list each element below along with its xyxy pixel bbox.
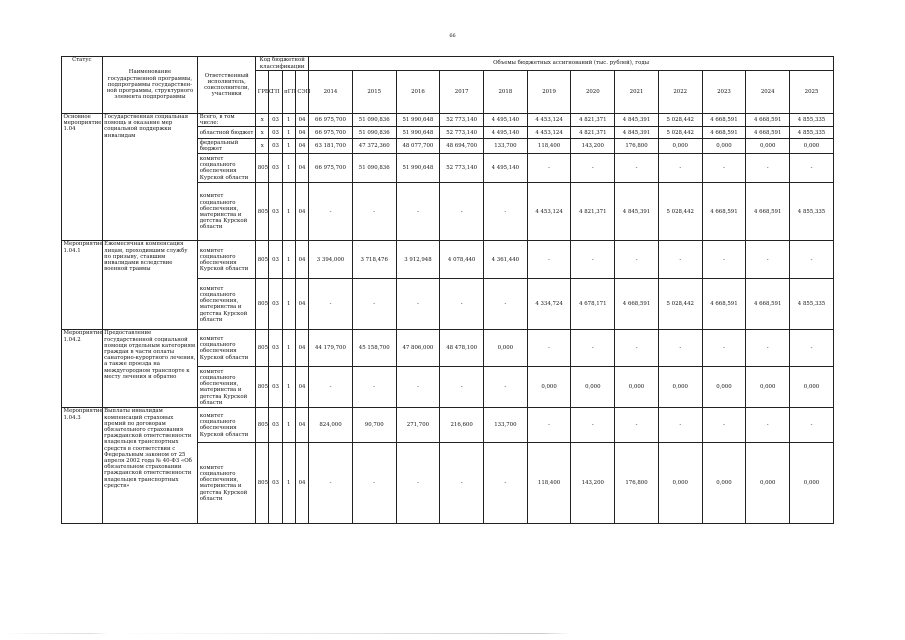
row-value: 143,200 (571, 443, 615, 524)
row-executor: комитет социального обеспечения, материнства и детства Курской области (198, 443, 256, 524)
row-value: - (527, 330, 571, 367)
header-budget-code: Код бюджетной классификации (256, 57, 309, 71)
header-year: 2017 (440, 71, 484, 114)
row-value: - (790, 154, 834, 183)
row-executor: областной бюджет (198, 127, 256, 139)
row-value: 0,000 (790, 443, 834, 524)
row-value: 216,600 (440, 408, 484, 443)
row-code: 1 (282, 330, 295, 367)
row-value: 176,800 (615, 139, 659, 154)
row-value: 4 495,140 (484, 154, 528, 183)
table-row (62, 330, 834, 367)
scan-edge-mark (0, 633, 905, 634)
row-name: Государственная социальная помощь и оказание мер социальной поддержки инвалидам (102, 114, 198, 241)
row-value: 45 158,700 (352, 330, 396, 367)
row-value: 66 975,700 (309, 127, 353, 139)
row-code: 04 (295, 127, 308, 139)
row-value: - (702, 241, 746, 279)
row-code: 03 (269, 330, 282, 367)
row-value: 0,000 (615, 367, 659, 408)
row-value: - (658, 408, 702, 443)
row-code: 1 (282, 408, 295, 443)
row-code: 805 (256, 279, 269, 330)
row-value: - (396, 443, 440, 524)
row-value: 48 077,700 (396, 139, 440, 154)
row-value: - (571, 154, 615, 183)
row-value: 4 668,591 (746, 183, 790, 241)
row-value: - (615, 330, 659, 367)
row-value: 4 453,124 (527, 114, 571, 127)
row-name: Предоставление государственной социальной помощи отдельным категориям граждан в части оплаты санаторно-курортного лечения, а также проезда на междугородном транспорте к месту лечения и обратно (102, 330, 198, 408)
header-code-gp: ГП (269, 71, 282, 114)
row-code: 04 (295, 114, 308, 127)
row-executor: комитет социального обеспечения Курской области (198, 408, 256, 443)
header-year: 2021 (615, 71, 659, 114)
row-value: 51 090,836 (352, 154, 396, 183)
row-value: - (484, 367, 528, 408)
row-code: 03 (269, 114, 282, 127)
header-year: 2022 (658, 71, 702, 114)
row-value: - (309, 367, 353, 408)
row-value: 4 668,591 (746, 127, 790, 139)
row-code: 04 (295, 408, 308, 443)
header-volumes: Объемы бюджетных ассигнований (тыс. рублей), годы (309, 57, 834, 71)
row-value: 63 181,700 (309, 139, 353, 154)
row-value: 0,000 (702, 367, 746, 408)
row-value: 4 821,371 (571, 127, 615, 139)
row-value: - (484, 279, 528, 330)
row-value: 48 694,700 (440, 139, 484, 154)
row-value: - (615, 241, 659, 279)
row-value: - (615, 154, 659, 183)
row-value: 52 773,140 (440, 154, 484, 183)
row-value: 48 478,100 (440, 330, 484, 367)
header-year: 2016 (396, 71, 440, 114)
row-value: 4 668,591 (746, 114, 790, 127)
row-value: 4 855,335 (790, 183, 834, 241)
row-value: 0,000 (571, 367, 615, 408)
row-executor: федеральный бюджет (198, 139, 256, 154)
row-code: 805 (256, 367, 269, 408)
row-value: 133,700 (484, 139, 528, 154)
row-value: - (658, 330, 702, 367)
row-value: 4 845,391 (615, 127, 659, 139)
row-status: Мероприятие 1.04.2 (62, 330, 103, 408)
row-value: 52 773,140 (440, 127, 484, 139)
row-code: 04 (295, 139, 308, 154)
row-code: 1 (282, 154, 295, 183)
row-code: х (256, 114, 269, 127)
row-value: 47 372,360 (352, 139, 396, 154)
row-code: 03 (269, 139, 282, 154)
row-value: - (702, 408, 746, 443)
row-value: 143,200 (571, 139, 615, 154)
row-value: 0,000 (702, 443, 746, 524)
row-value: 66 975,700 (309, 154, 353, 183)
row-code: 03 (269, 183, 282, 241)
row-code: 03 (269, 127, 282, 139)
row-value: - (352, 443, 396, 524)
row-value: 44 179,700 (309, 330, 353, 367)
row-value: 0,000 (658, 139, 702, 154)
row-value: - (440, 279, 484, 330)
row-value: 4 668,591 (615, 279, 659, 330)
row-value: - (746, 408, 790, 443)
row-value: - (309, 443, 353, 524)
row-value: - (352, 279, 396, 330)
row-value: 66 975,700 (309, 114, 353, 127)
page-number: 66 (449, 33, 456, 39)
row-code: 1 (282, 139, 295, 154)
row-value: - (396, 367, 440, 408)
row-status: Мероприятие 1.04.3 (62, 408, 103, 524)
row-value: - (396, 183, 440, 241)
budget-table (61, 56, 834, 524)
row-value: - (440, 183, 484, 241)
table-row (62, 114, 834, 127)
row-value: 5 028,442 (658, 183, 702, 241)
row-value: - (571, 241, 615, 279)
row-value: 90,700 (352, 408, 396, 443)
row-code: 03 (269, 154, 282, 183)
row-value: 4 678,171 (571, 279, 615, 330)
row-value: - (702, 330, 746, 367)
row-executor: комитет социального обеспечения, материнства и детства Курской области (198, 183, 256, 241)
row-status: Основное мероприятие 1.04 (62, 114, 103, 241)
row-value: 133,700 (484, 408, 528, 443)
table-row (62, 408, 834, 443)
row-value: 176,800 (615, 443, 659, 524)
row-value: 4 668,591 (702, 279, 746, 330)
row-value: 4 821,371 (571, 114, 615, 127)
row-value: 0,000 (746, 139, 790, 154)
row-code: 03 (269, 408, 282, 443)
row-value: 3 912,948 (396, 241, 440, 279)
row-code: 1 (282, 443, 295, 524)
row-code: 805 (256, 241, 269, 279)
row-code: 03 (269, 443, 282, 524)
row-value: 52 773,140 (440, 114, 484, 127)
header-code-grbs: ГРБС (256, 71, 269, 114)
header-year: 2023 (702, 71, 746, 114)
row-value: - (440, 443, 484, 524)
row-value: - (352, 183, 396, 241)
row-value: 4 495,140 (484, 127, 528, 139)
row-value: 4 668,591 (702, 183, 746, 241)
row-value: - (790, 241, 834, 279)
row-name: Ежемесячная компенсация лицам, проходившим службу по призыву, ставшим инвалидами вследствие военной травмы (102, 241, 198, 330)
row-value: 0,000 (746, 367, 790, 408)
row-value: 47 806,000 (396, 330, 440, 367)
row-value: - (309, 183, 353, 241)
table-row (62, 241, 834, 279)
header-year: 2015 (352, 71, 396, 114)
row-value: - (571, 408, 615, 443)
row-value: 4 855,335 (790, 279, 834, 330)
row-code: х (256, 139, 269, 154)
header-year: 2020 (571, 71, 615, 114)
row-value: 0,000 (790, 139, 834, 154)
row-executor: комитет социального обеспечения, материнства и детства Курской области (198, 367, 256, 408)
row-code: 1 (282, 279, 295, 330)
row-executor: комитет социального обеспечения Курской области (198, 330, 256, 367)
row-value: 4 078,440 (440, 241, 484, 279)
row-value: - (527, 408, 571, 443)
row-value: 4 845,391 (615, 183, 659, 241)
header-year: 2018 (484, 71, 528, 114)
row-code: 1 (282, 114, 295, 127)
row-value: 4 821,371 (571, 183, 615, 241)
row-value: 4 453,124 (527, 183, 571, 241)
row-value: - (702, 154, 746, 183)
row-executor: комитет социального обеспечения Курской области (198, 241, 256, 279)
row-value: 5 028,442 (658, 279, 702, 330)
row-value: 5 028,442 (658, 127, 702, 139)
row-code: 1 (282, 241, 295, 279)
row-value: 4 361,440 (484, 241, 528, 279)
row-value: 4 855,335 (790, 127, 834, 139)
row-value: 118,400 (527, 443, 571, 524)
row-code: 04 (295, 241, 308, 279)
row-code: 805 (256, 154, 269, 183)
row-code: х (256, 127, 269, 139)
row-code: 04 (295, 330, 308, 367)
header-name: Наименование государственной программы, подпрограммы государствен-ной программы, структурного элемента подпрограммы (102, 57, 198, 114)
row-code: 04 (295, 443, 308, 524)
row-value: 4 668,591 (702, 127, 746, 139)
row-executor: Всего, в том числе: (198, 114, 256, 127)
row-value: - (527, 241, 571, 279)
row-value: - (615, 408, 659, 443)
row-value: 3 394,000 (309, 241, 353, 279)
header-code-pgp: пГП (282, 71, 295, 114)
row-value: 3 718,476 (352, 241, 396, 279)
row-value: - (658, 241, 702, 279)
header-year: 2014 (309, 71, 353, 114)
row-value: 4 453,124 (527, 127, 571, 139)
header-status: Статус (62, 57, 103, 114)
row-value: - (571, 330, 615, 367)
row-value: 0,000 (746, 443, 790, 524)
row-code: 1 (282, 367, 295, 408)
row-code: 04 (295, 154, 308, 183)
row-value: - (396, 279, 440, 330)
row-value: 824,000 (309, 408, 353, 443)
row-code: 04 (295, 183, 308, 241)
header-year: 2024 (746, 71, 790, 114)
row-code: 03 (269, 367, 282, 408)
row-value: 0,000 (658, 367, 702, 408)
row-value: - (658, 154, 702, 183)
row-status: Мероприятие 1.04.1 (62, 241, 103, 330)
row-value: 0,000 (527, 367, 571, 408)
row-value: 51 990,648 (396, 154, 440, 183)
row-value: - (746, 330, 790, 367)
row-executor: комитет социального обеспечения, материнства и детства Курской области (198, 279, 256, 330)
row-value: 118,400 (527, 139, 571, 154)
row-code: 1 (282, 127, 295, 139)
row-value: 51 090,836 (352, 127, 396, 139)
row-name: Выплаты инвалидам компенсаций страховых премий по договорам обязательного страхования гражданской ответственности владельцев транспортных средств в соответствии с Федеральным законом от 25 апреля 2002 года № 40-ФЗ «Об обязательном страховании гражданской ответственности владельцев транспортных средств» (102, 408, 198, 524)
row-value: 0,000 (658, 443, 702, 524)
row-value: - (746, 241, 790, 279)
row-value: 51 990,648 (396, 127, 440, 139)
row-value: 4 668,591 (702, 114, 746, 127)
row-value: 51 090,836 (352, 114, 396, 127)
row-code: 04 (295, 367, 308, 408)
row-code: 1 (282, 183, 295, 241)
row-value: 0,000 (790, 367, 834, 408)
row-value: 4 495,140 (484, 114, 528, 127)
row-value: 0,000 (702, 139, 746, 154)
header-code-sep: СЭП (295, 71, 308, 114)
row-value: 0,000 (484, 330, 528, 367)
row-value: - (440, 367, 484, 408)
row-code: 805 (256, 330, 269, 367)
row-value: - (790, 408, 834, 443)
row-value: 4 334,724 (527, 279, 571, 330)
row-value: 271,700 (396, 408, 440, 443)
header-executor: Ответственный исполнитель, соисполнители, участники (198, 57, 256, 114)
header-year: 2025 (790, 71, 834, 114)
row-value: 5 028,442 (658, 114, 702, 127)
row-code: 805 (256, 408, 269, 443)
row-value: - (527, 154, 571, 183)
row-value: 4 668,591 (746, 279, 790, 330)
row-value: - (746, 154, 790, 183)
row-value: - (352, 367, 396, 408)
row-value: 4 845,391 (615, 114, 659, 127)
row-value: 4 855,335 (790, 114, 834, 127)
row-value: - (484, 443, 528, 524)
row-value: 51 990,648 (396, 114, 440, 127)
row-value: - (790, 330, 834, 367)
row-executor: комитет социального обеспечения Курской области (198, 154, 256, 183)
row-code: 805 (256, 443, 269, 524)
row-value: - (309, 279, 353, 330)
row-code: 04 (295, 279, 308, 330)
header-year: 2019 (527, 71, 571, 114)
row-code: 03 (269, 241, 282, 279)
row-code: 805 (256, 183, 269, 241)
row-value: - (484, 183, 528, 241)
row-code: 03 (269, 279, 282, 330)
